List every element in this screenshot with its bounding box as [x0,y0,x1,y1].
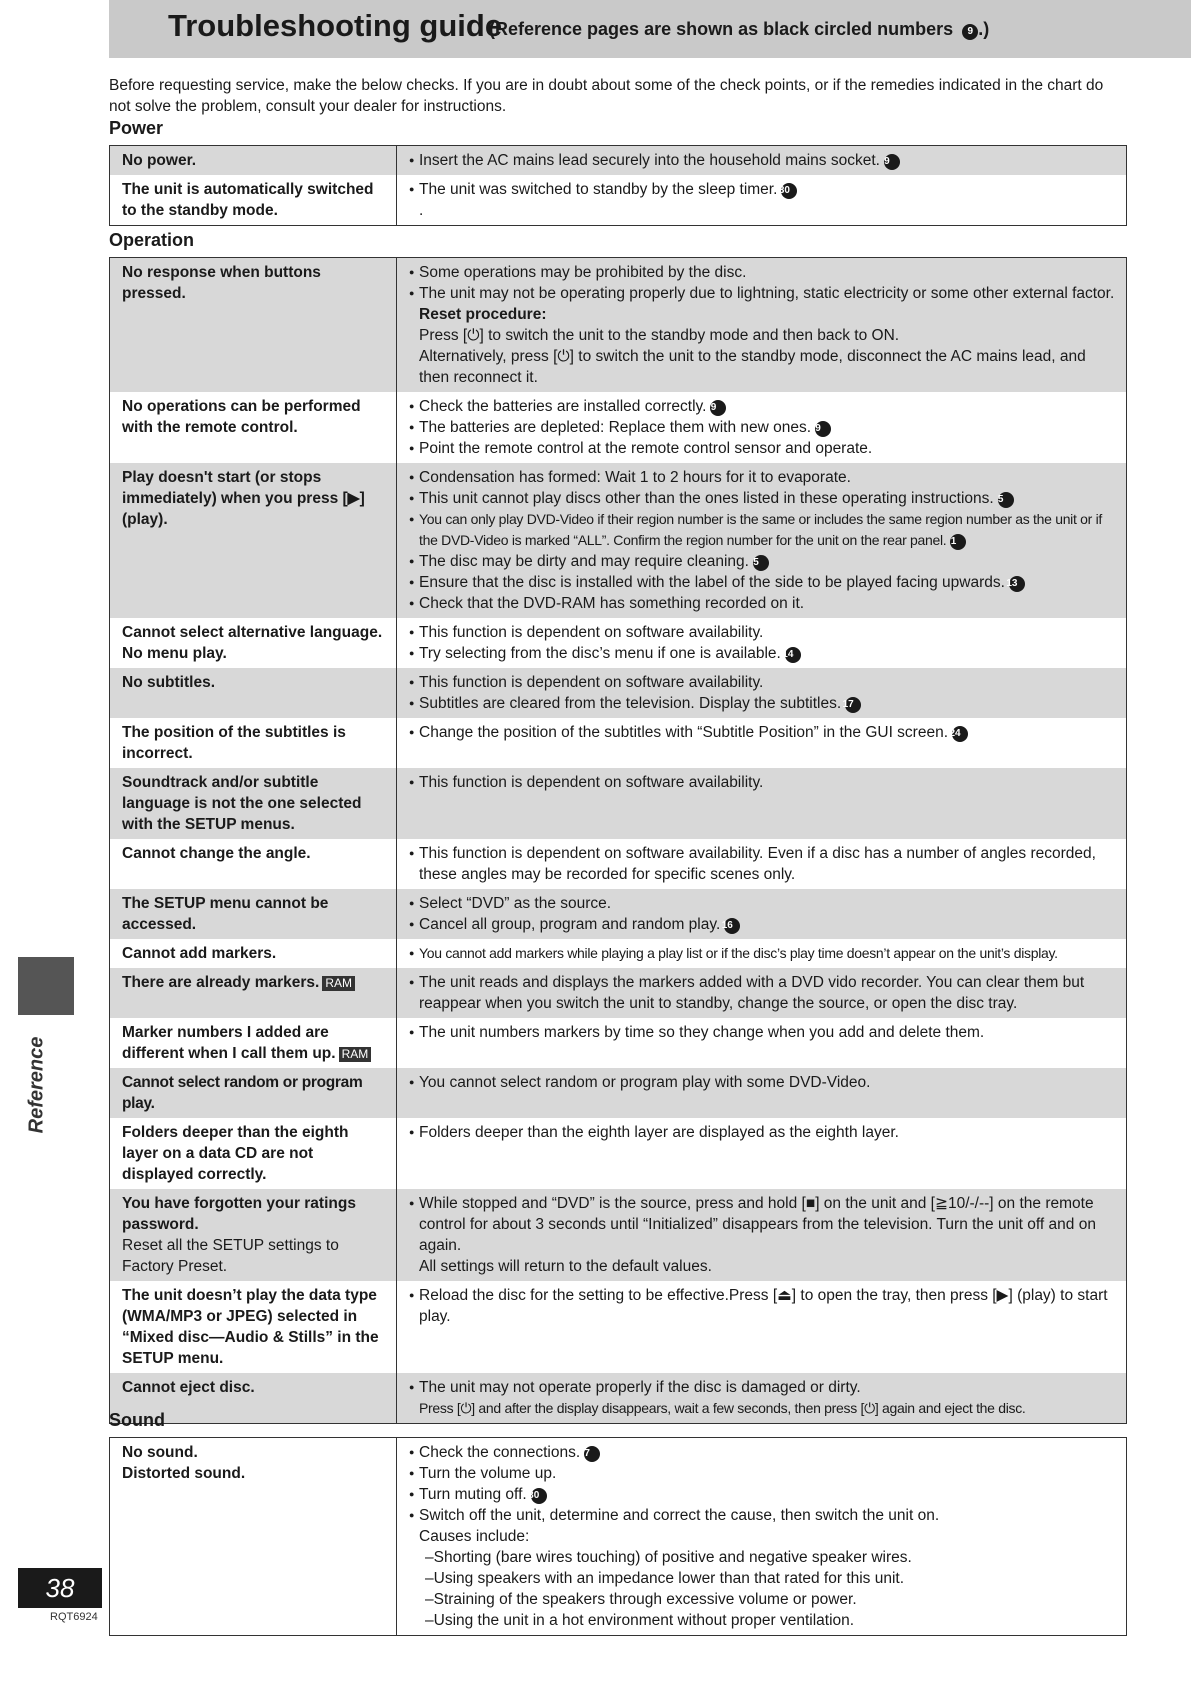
ref-circle: 5 [753,555,769,571]
problem-cell: Cannot select random or program play. [110,1068,397,1118]
remedy-cell: ● Insert the AC mains lead securely into the household mains socket. 9 [397,146,1127,176]
remedy-cell: ● You cannot select random or program play with some DVD-Video. [397,1068,1127,1118]
ref-circle: 16 [724,918,740,934]
ref-circle: 9 [710,400,726,416]
ref-circle: 1 [950,534,966,550]
table-row [110,258,1127,393]
problem-cell: The SETUP menu cannot be accessed. [110,889,397,939]
problem-cell: Cannot select alternative language. No menu play. [110,618,397,668]
ref-circle: 9 [884,154,900,170]
section-title-operation: Operation [109,230,195,250]
remedy-cell: ● The unit reads and displays the markers added with a DVD vido recorder. You can clear them but reappear when you switch the unit to standby, change the source, or open the disc tray. [397,968,1127,1018]
table-row [110,968,1127,1018]
problem-cell: There are already markers. RAM [110,968,397,1018]
remedy-cell: ● Check the batteries are installed correctly. 9 ● The batteries are depleted: Replace them with new ones. 9 ● Point the remote control at the remote control sensor and operate. [397,392,1127,463]
problem-cell: Cannot add markers. [110,939,397,968]
document-code: RQT6924 [50,1611,98,1623]
ref-circle: 17 [845,697,861,713]
remedy-cell: ● While stopped and “DVD” is the source, press and hold [■] on the unit and [≧10/-/--] on the remote control for about 3 seconds until “Initialized” disappears from the television. Turn the unit off and on again. All settings will return to the default values. [397,1189,1127,1281]
power-table [109,145,1127,226]
table-row [110,668,1127,718]
table-row [110,1189,1127,1281]
table-row [110,1018,1127,1068]
problem-cell: Cannot eject disc. [110,1373,397,1424]
remedy-cell: ● The unit was switched to standby by the sleep timer.30 . [397,175,1127,226]
table-row [110,1438,1127,1636]
ref-circle: 13 [1009,576,1025,592]
table-row [110,939,1127,968]
problem-cell: Soundtrack and/or subtitle language is not the one selected with the SETUP menus. [110,768,397,839]
page-number: 38 [18,1568,102,1608]
remedy-cell: ● The unit may not operate properly if the disc is damaged or dirty. Press [⏻] and after the display disappears, wait a few seconds, then press [⏻] again and eject the disc. [397,1373,1127,1424]
remedy-cell: ● Reload the disc for the setting to be effective.Press [⏏] to open the tray, then press [▶] (play) to start play. [397,1281,1127,1373]
remedy-cell: ● Select “DVD” as the source. ● Cancel all group, program and random play.16 [397,889,1127,939]
table-row [110,768,1127,839]
table-row [110,463,1127,618]
ref-circle: 7 [584,1446,600,1462]
remedy-cell: ● Some operations may be prohibited by the disc. ● The unit may not be operating properly due to lightning, static electricity or some other external factor. Reset procedure: Press [⏻] to switch the unit to the standby mode and then back to ON. Alternatively, press [⏻] to switch the unit to the standby mode, disconnect the AC mains lead, and then reconnect it. [397,258,1127,393]
remedy-cell: ● Check the connections. 7 ● Turn the volume up. ● Turn muting off.30 ● Switch off the unit, determine and correct the cause, then switch the unit on. Causes include: –Shorting (bare wires touching) of positive and negative speaker wires. –Using speakers with an impedance lower than that rated for this unit. –Straining of the speakers through excessive volume or power. –Using the unit in a hot environment without proper ventilation. [397,1438,1127,1636]
remedy-cell: ● Folders deeper than the eighth layer are displayed as the eighth layer. [397,1118,1127,1189]
intro-paragraph: Before requesting service, make the below checks. If you are in doubt about some of the check points, or if the remedies indicated in the chart do not solve the problem, consult your dealer for instructions. [109,77,1104,115]
table-row [110,392,1127,463]
ref-circle: 5 [998,492,1014,508]
table-row [110,1068,1127,1118]
remedy-cell: ● Condensation has formed: Wait 1 to 2 hours for it to evaporate. ● This unit cannot play discs other than the ones listed in these operating instructions. 5 ● You can only play DVD-Video if their region number is the same or includes the same region number as the unit or if the DVD-Video is marked “ALL”. Confirm the region number for the unit on the rear panel. 1 ● The disc may be dirty and may require cleaning. 5 ● Ensure that the disc is installed with the label of the side to be played facing upwards.13 ● Check that the DVD-RAM has something recorded on it. [397,463,1127,618]
table-row [110,618,1127,668]
operation-table [109,257,1127,1424]
problem-cell: No response when buttons pressed. [110,258,397,393]
ram-badge: RAM [322,976,355,991]
remedy-cell: ● This function is dependent on software availability. Even if a disc has a number of angles recorded, these angles may be recorded for specific scenes only. [397,839,1127,889]
remedy-cell: ● This function is dependent on software availability. ● Subtitles are cleared from the television. Display the subtitles.17 [397,668,1127,718]
ref-circle: 9 [815,421,831,437]
problem-cell: You have forgotten your ratings password. Reset all the SETUP settings to Factory Preset. [110,1189,397,1281]
table-row [110,718,1127,768]
table-row [110,1118,1127,1189]
table-row [110,146,1127,176]
table-row [110,839,1127,889]
ref-circle: 9 [962,24,978,40]
page-title: Troubleshooting guide [168,8,503,43]
problem-cell: No operations can be performed with the remote control. [110,392,397,463]
problem-cell: Cannot change the angle. [110,839,397,889]
sound-table [109,1437,1127,1636]
page-subtitle: (Reference pages are shown as black circled numbers 9 .) [489,19,990,39]
problem-cell: Marker numbers I added are different when I call them up. RAM [110,1018,397,1068]
problem-cell: The unit is automatically switched to the standby mode. [110,175,397,226]
ram-badge: RAM [339,1047,372,1062]
table-row [110,889,1127,939]
remedy-cell: ● This function is dependent on software availability. [397,768,1127,839]
remedy-cell: ● This function is dependent on software availability. ● Try selecting from the disc’s menu if one is available.14 [397,618,1127,668]
remedy-cell: ● Change the position of the subtitles with “Subtitle Position” in the GUI screen.24 [397,718,1127,768]
section-title-power: Power [109,118,164,138]
ref-circle: 30 [531,1488,547,1504]
problem-cell: No subtitles. [110,668,397,718]
problem-cell: No sound. Distorted sound. [110,1438,397,1636]
section-title-sound: Sound [109,1410,165,1430]
table-row [110,175,1127,226]
problem-cell: The unit doesn’t play the data type (WMA/MP3 or JPEG) selected in “Mixed disc—Audio & Stills” in the SETUP menu. [110,1281,397,1373]
problem-cell: No power. [110,146,397,176]
side-label-reference: Reference [25,1036,48,1134]
problem-cell: Play doesn't start (or stops immediately) when you press [▶] (play). [110,463,397,618]
ref-circle: 14 [785,647,801,663]
table-row [110,1373,1127,1424]
side-tab-block [18,957,74,1015]
ref-circle: 24 [952,726,968,742]
remedy-cell: ● You cannot add markers while playing a play list or if the disc’s play time doesn’t appear on the unit’s display. [397,939,1127,968]
ref-circle: 30 [781,183,797,199]
table-row [110,1281,1127,1373]
remedy-cell: ● The unit numbers markers by time so they change when you add and delete them. [397,1018,1127,1068]
problem-cell: The position of the subtitles is incorrect. [110,718,397,768]
problem-cell: Folders deeper than the eighth layer on a data CD are not displayed correctly. [110,1118,397,1189]
